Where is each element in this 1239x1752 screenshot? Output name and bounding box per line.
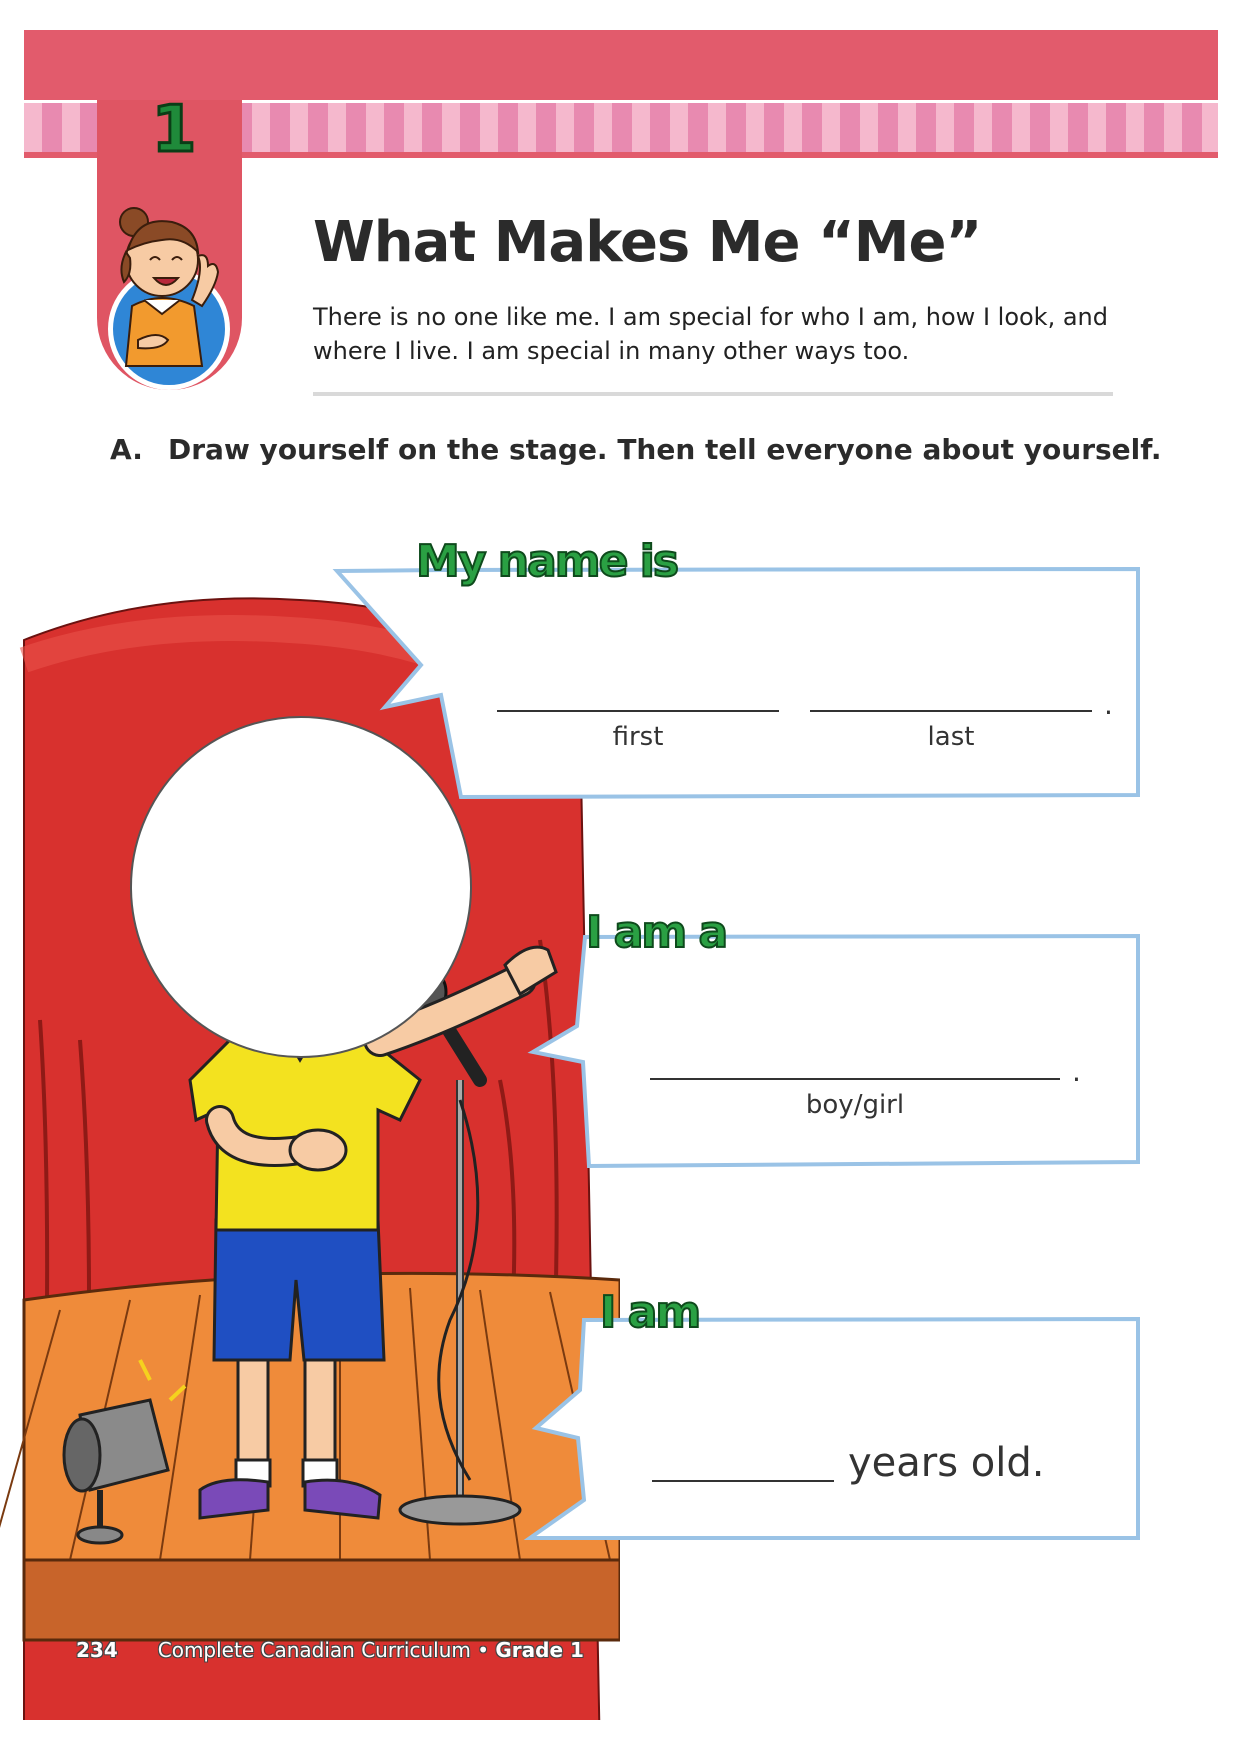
first-caption: first — [612, 722, 664, 752]
age-speech-bubble — [520, 1310, 1145, 1550]
gender-speech-bubble — [525, 930, 1145, 1170]
question-text: Draw yourself on the stage. Then tell everyone about yourself. — [168, 433, 1162, 466]
page-title: What Makes Me “Me” — [313, 210, 982, 275]
girl-illustration — [92, 190, 252, 390]
gender-period: . — [1072, 1055, 1081, 1088]
last-name-field[interactable] — [810, 710, 1092, 712]
name-label: My name is — [416, 536, 678, 587]
first-name-field[interactable] — [497, 710, 779, 712]
years-old-text: years old. — [848, 1440, 1045, 1486]
age-label: I am — [600, 1287, 700, 1338]
gender-field[interactable] — [650, 1078, 1060, 1080]
book-title: Complete Canadian Curriculum • — [157, 1638, 496, 1662]
name-speech-bubble — [325, 555, 1145, 805]
intro-text — [313, 300, 1123, 368]
age-field[interactable] — [652, 1480, 834, 1482]
title-divider — [313, 392, 1113, 396]
last-caption: last — [927, 722, 975, 752]
question-a — [110, 433, 1162, 466]
header-banner — [24, 30, 1218, 100]
intro-line: where I live. I am special in many other ways too. — [313, 337, 910, 365]
grade-label: Grade 1 — [495, 1638, 584, 1662]
question-letter: A. — [110, 433, 143, 466]
page-footer — [76, 1638, 584, 1662]
name-period: . — [1104, 688, 1113, 721]
gender-caption: boy/girl — [805, 1090, 905, 1120]
intro-line: There is no one like me. I am special for who I am, how I look, and — [313, 303, 1108, 331]
page-number: 234 — [76, 1638, 118, 1662]
unit-number: 1 — [151, 93, 197, 167]
gender-label: I am a — [586, 907, 727, 958]
